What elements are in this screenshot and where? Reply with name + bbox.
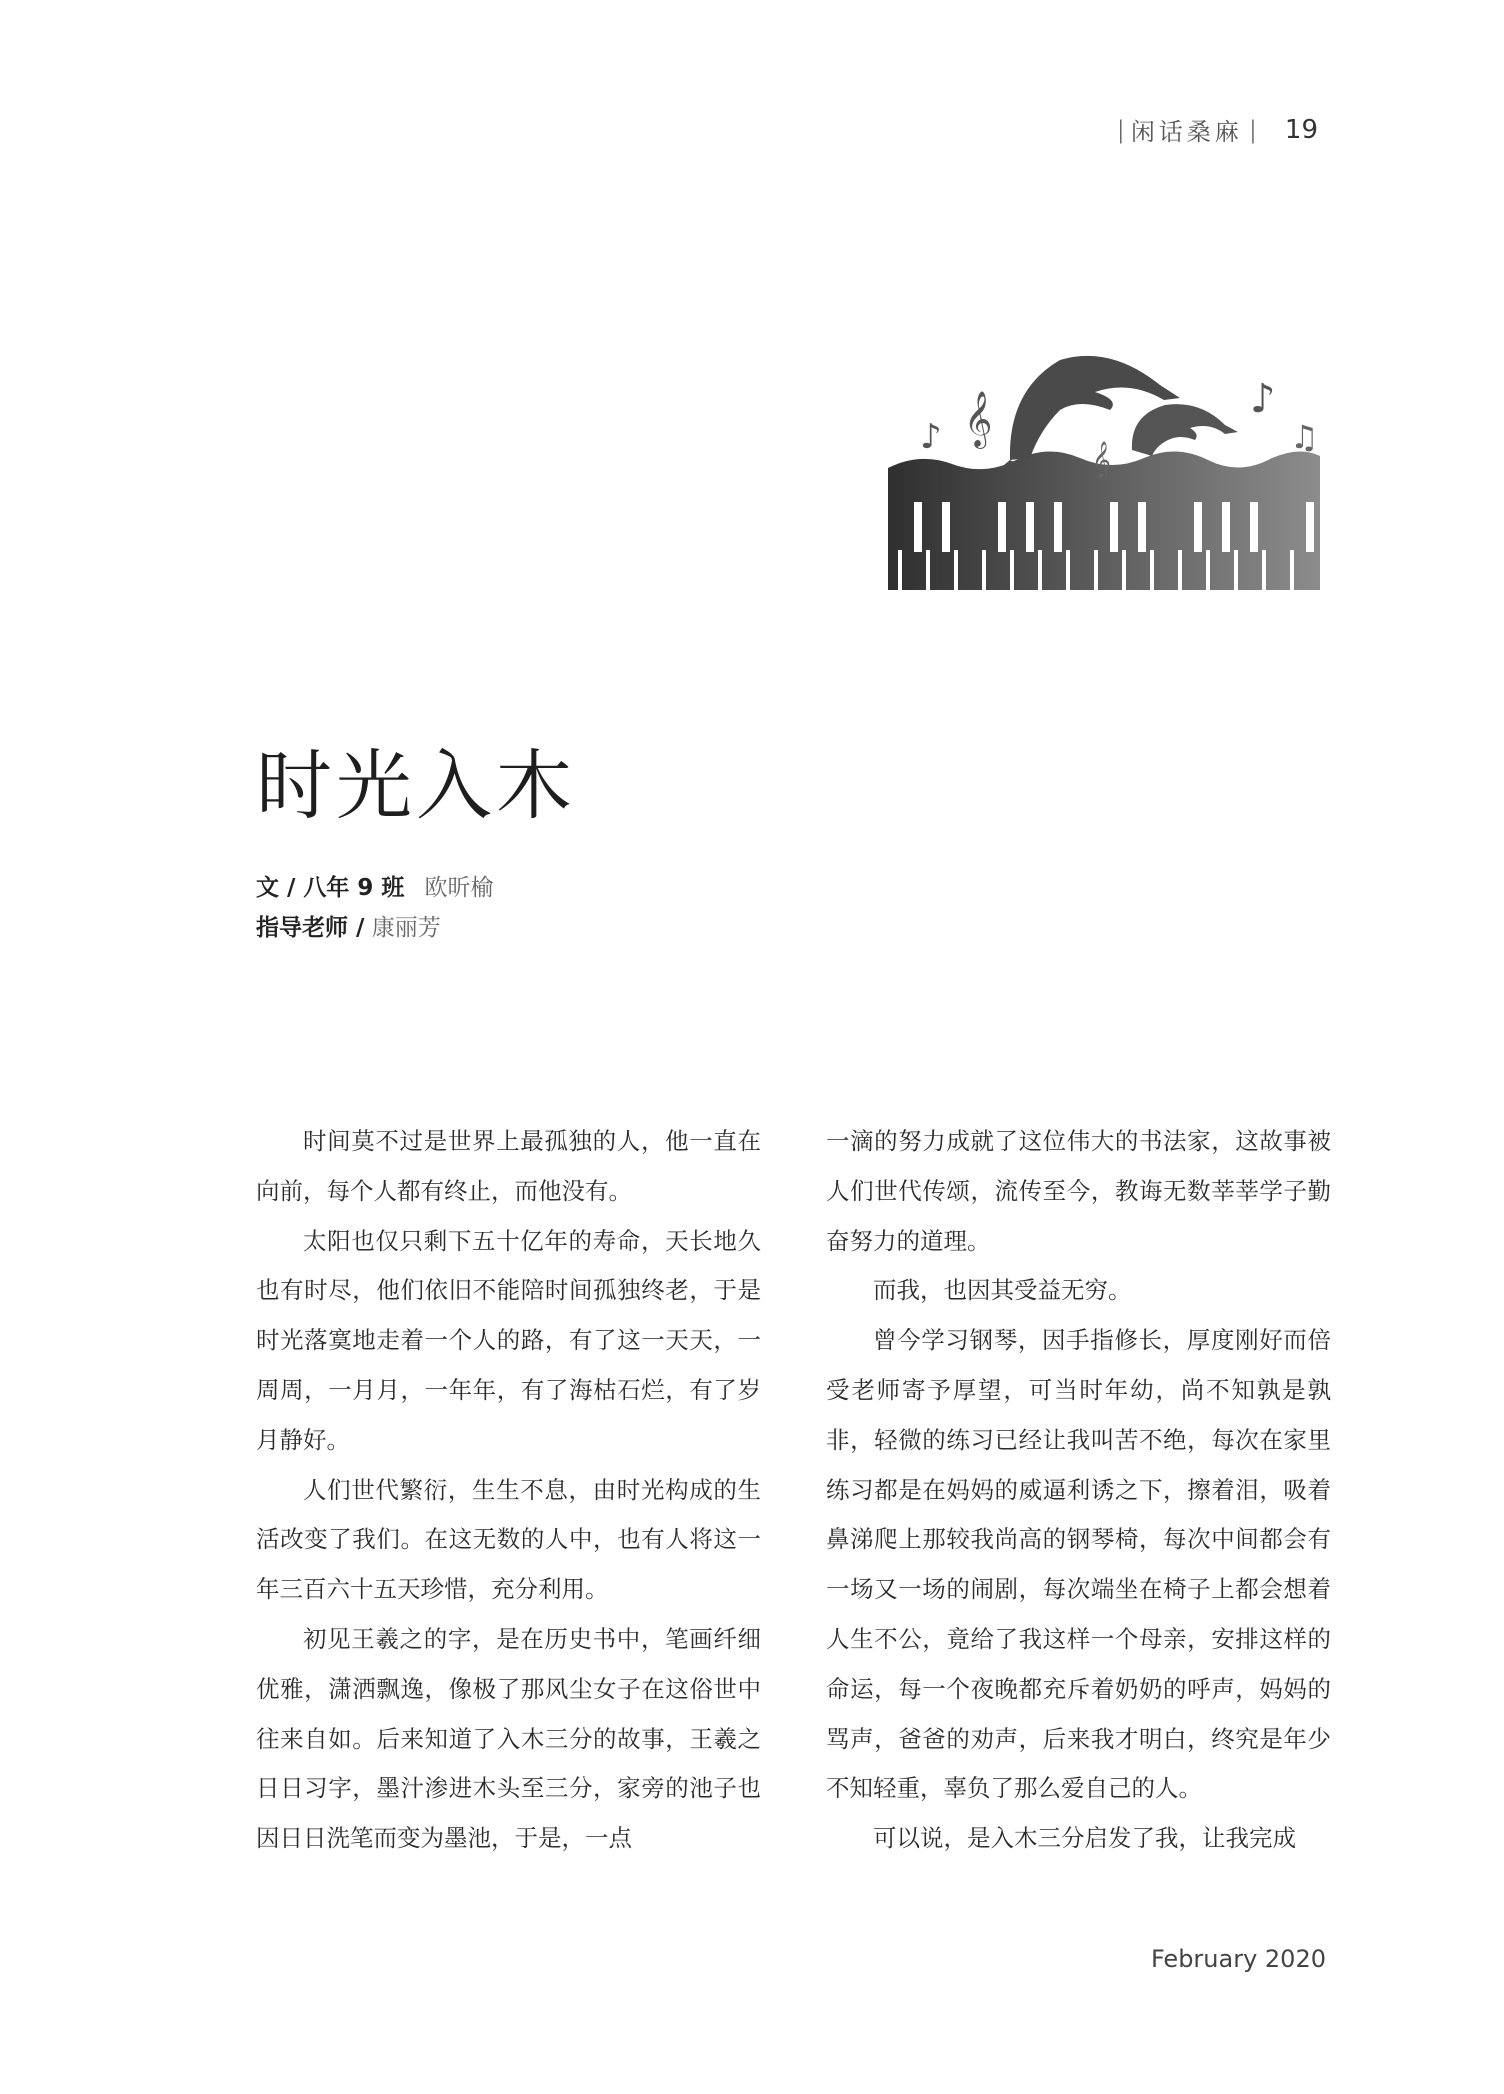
page-number: 19	[1284, 114, 1318, 145]
teacher-line	[256, 908, 493, 948]
music-note-icon: ♫	[1290, 418, 1319, 456]
issue-date: February 2020	[1150, 1945, 1326, 1973]
section-name: 闲话桑麻	[1130, 118, 1243, 146]
paragraph: 初见王羲之的字，是在历史书中，笔画纤细优雅，潇洒飘逸，像极了那风尘女子在这俗世中往来自如。后来知道了入木三分的故事，王羲之日日习字，墨汁渗进木头至三分，家旁的池子也因日日洗笔而变为墨池，于是，一点	[256, 1624, 761, 1853]
treble-clef-icon: 𝄞	[1092, 440, 1111, 478]
music-note-icon: ♪	[920, 417, 942, 457]
byline	[256, 868, 493, 948]
author-name: 欧昕榆	[424, 875, 494, 901]
piano-dolphins-illustration	[880, 340, 1326, 590]
body-column-right	[826, 1117, 1331, 1864]
paragraph: 曾今学习钢琴，因手指修长，厚度刚好而倍受老师寄予厚望，可当时年幼，尚不知孰是孰非，轻微的练习已经让我叫苦不绝，每次在家里练习都是在妈妈的威逼利诱之下，擦着泪，吸着鼻涕爬上那较我尚高的钢琴椅，每次中间都会有一场又一场的闹剧，每次端坐在椅子上都会想着人生不公，竟给了我这样一个母亲，安排这样的命运，每一个夜晚都充斥着奶奶的呼声，妈妈的骂声，爸爸的劝声，后来我才明白，终究是年少不知轻重，辜负了那么爱自己的人。	[826, 1326, 1331, 1803]
teacher-prefix: 指导老师 /	[256, 915, 365, 941]
author-line	[256, 868, 493, 908]
music-note-icon: ♪	[1250, 376, 1276, 422]
dolphin-icon	[1132, 404, 1238, 456]
paragraph: 人们世代繁衍，生生不息，由时光构成的生活改变了我们。在这无数的人中，也有人将这一年三百六十五天珍惜，充分利用。	[256, 1475, 761, 1604]
paragraph: 而我，也因其受益无穷。	[873, 1276, 1132, 1305]
paragraph: 可以说，是入木三分启发了我，让我完成	[873, 1824, 1296, 1853]
body-column-left	[256, 1117, 761, 1864]
article-title: 时光入木	[256, 741, 576, 830]
paragraph: 太阳也仅只剩下五十亿年的寿命，天长地久也有时尽，他们依旧不能陪时间孤独终老，于是时光落寞地走着一个人的路，有了这一天天，一周周，一月月，一年年，有了海枯石烂，有了岁月静好。	[256, 1226, 761, 1454]
header-bar-right: |	[1248, 115, 1257, 144]
author-prefix: 文 / 八年 9 班	[256, 875, 405, 901]
treble-clef-icon: 𝄞	[964, 391, 993, 447]
header-bar-left: |	[1116, 115, 1125, 144]
paragraph: 时间莫不过是世界上最孤独的人，他一直在向前，每个人都有终止，而他没有。	[256, 1127, 761, 1205]
page-header	[1111, 112, 1318, 147]
paragraph-continuation: 一滴的努力成就了这位伟大的书法家，这故事被人们世代传颂，流传至今，教诲无数莘莘学子勤奋努力的道理。	[826, 1127, 1331, 1255]
teacher-name: 康丽芳	[371, 915, 441, 941]
